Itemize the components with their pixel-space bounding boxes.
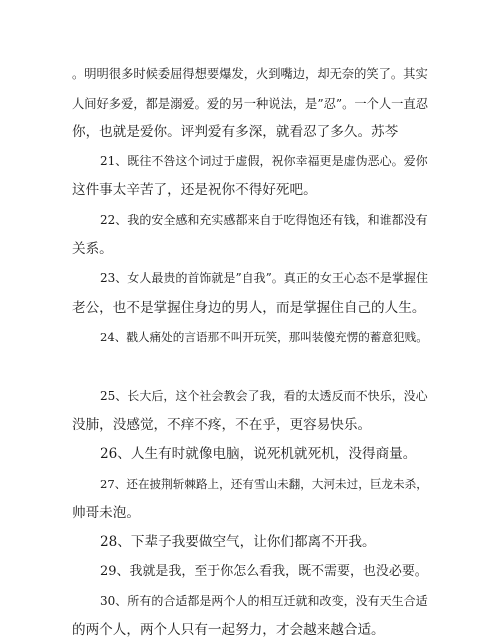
text-line-13: 26、人生有时就像电脑，说死机就死机，没得商量。 [100, 446, 417, 462]
text-line-9: 老公，也不是掌握住身边的男人，而是掌握住自己的人生。 [72, 300, 426, 316]
text-line-2: 人间好多爱，都是溺爱。爱的另一种说法，是”忍”。一个人一直忍 [72, 97, 428, 111]
text-line-3: 你，也就是爱你。评判爱有多深，就看忍了多久。苏芩 [72, 124, 399, 140]
text-line-14: 27、还在披荆斩棘路上，还有雪山未翻，大河未过，巨龙未杀， [100, 477, 428, 491]
text-line-15: 帅哥未泡。 [72, 505, 140, 521]
text-line-19: 的两个人，两个人只有一起努力，才会越来越合适。 [72, 622, 385, 638]
text-line-7: 关系。 [72, 241, 113, 257]
text-line-1: 。明明很多时候委屈得想要爆发，火到嘴边，却无奈的笑了。其实 [72, 67, 428, 81]
text-line-12: 没肺，没感觉，不痒不疼，不在乎，更容易快乐。 [72, 417, 372, 433]
text-line-16: 28、下辈子我要做空气，让你们都离不开我。 [100, 534, 376, 550]
text-line-6: 22、我的安全感和充实感都来自于吃得饱还有钱，和谁都没有 [100, 213, 428, 227]
text-line-11: 25、长大后，这个社会教会了我，看的太透反而不快乐，没心 [100, 389, 428, 403]
text-line-10: 24、戳人痛处的言语那不叫开玩笑，那叫装傻充愣的蓄意犯贱。 [100, 330, 428, 344]
text-line-18: 30、所有的合适都是两个人的相互迁就和改变，没有天生合适 [100, 594, 428, 608]
text-line-8: 23、女人最贵的首饰就是”自我”。真正的女王心态不是掌握住 [100, 271, 428, 285]
text-line-5: 这件事太辛苦了，还是祝你不得好死吧。 [72, 182, 317, 198]
text-line-4: 21、既往不咎这个词过于虚假，祝你幸福更是虚伪恶心。爱你 [100, 154, 428, 168]
text-line-17: 29、我就是我，至于你怎么看我，既不需要，也没必要。 [100, 564, 428, 579]
